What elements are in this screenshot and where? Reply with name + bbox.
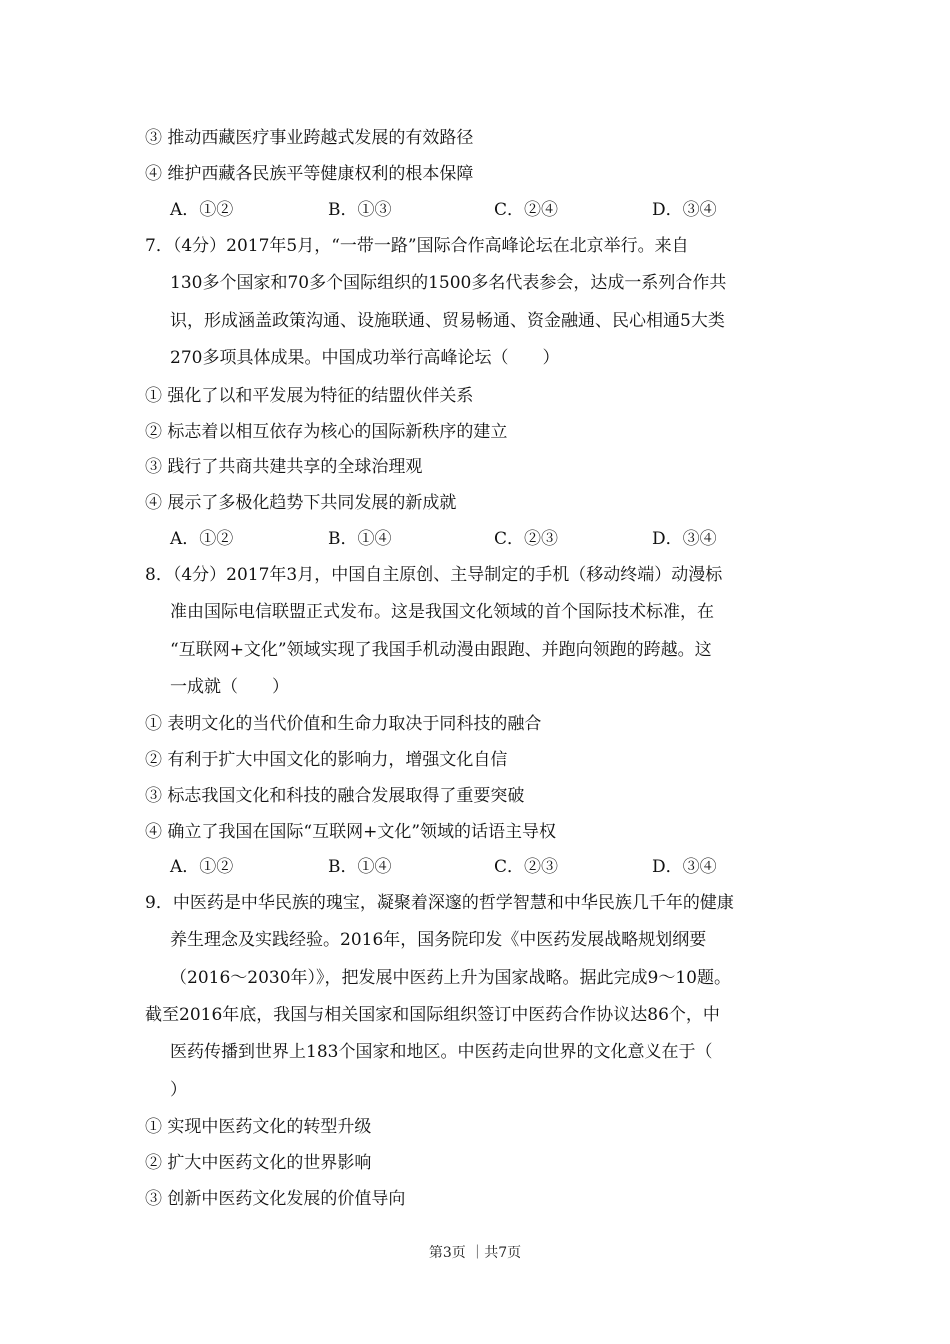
question-stem: 养生理念及实践经验。2016年，国务院印发《中医药发展战略规划纲要 bbox=[170, 930, 707, 950]
question-stem: 7．（4分）2017年5月，“一带一路”国际合作高峰论坛在北京举行。来自 bbox=[145, 236, 689, 256]
option-c: C．②④ bbox=[494, 200, 559, 220]
option-b: B．①④ bbox=[328, 857, 392, 877]
option-d: D．③④ bbox=[652, 200, 717, 220]
item-line: ② 有利于扩大中国文化的影响力，增强文化自信 bbox=[145, 750, 508, 770]
option-d: D．③④ bbox=[652, 857, 717, 877]
item-line: ② 扩大中医药文化的世界影响 bbox=[145, 1153, 372, 1173]
question-stem: 识，形成涵盖政策沟通、设施联通、贸易畅通、资金融通、民心相通5大类 bbox=[170, 311, 725, 331]
option-d: D．③④ bbox=[652, 529, 717, 549]
question-stem: （2016～2030年）》，把发展中医药上升为国家战略。据此完成9～10题。 bbox=[170, 968, 731, 988]
option-b: B．①④ bbox=[328, 529, 392, 549]
question-stem: 截至2016年底，我国与相关国家和国际组织签订中医药合作协议达86个，中 bbox=[145, 1005, 720, 1025]
option-a: A．①② bbox=[170, 200, 234, 220]
question-stem: “互联网+文化”领域实现了我国手机动漫由跟跑、并跑向领跑的跨越。这 bbox=[170, 640, 712, 660]
question-stem: 9．中医药是中华民族的瑰宝，凝聚着深邃的哲学智慧和中华民族几千年的健康 bbox=[145, 893, 734, 913]
item-line: ② 标志着以相互依存为核心的国际新秩序的建立 bbox=[145, 422, 508, 442]
item-line: ④ 确立了我国在国际“互联网+文化”领域的话语主导权 bbox=[145, 822, 557, 842]
option-b: B．①③ bbox=[328, 200, 392, 220]
page-footer: 第3页 ｜共7页 bbox=[428, 1245, 522, 1261]
item-line: ④ 展示了多极化趋势下共同发展的新成就 bbox=[145, 493, 457, 513]
option-c: C．②③ bbox=[494, 529, 559, 549]
item-line: ③ 标志我国文化和科技的融合发展取得了重要突破 bbox=[145, 786, 525, 806]
option-c: C．②③ bbox=[494, 857, 559, 877]
question-stem: 一成就（ ） bbox=[170, 677, 289, 697]
item-line: ③ 创新中医药文化发展的价值导向 bbox=[145, 1189, 406, 1209]
question-stem: 医药传播到世界上183个国家和地区。中医药走向世界的文化意义在于（ bbox=[170, 1042, 713, 1062]
question-stem: 270多项具体成果。中国成功举行高峰论坛（ ） bbox=[170, 348, 560, 368]
item-line: ③ 践行了共商共建共享的全球治理观 bbox=[145, 457, 423, 477]
item-line: ③ 推动西藏医疗事业跨越式发展的有效路径 bbox=[145, 128, 474, 148]
item-line: ① 实现中医药文化的转型升级 bbox=[145, 1117, 372, 1137]
option-a: A．①② bbox=[170, 857, 234, 877]
item-line: ① 强化了以和平发展为特征的结盟伙伴关系 bbox=[145, 386, 474, 406]
question-stem: ） bbox=[170, 1080, 187, 1100]
item-line: ① 表明文化的当代价值和生命力取决于同科技的融合 bbox=[145, 714, 542, 734]
question-stem: 8．（4分）2017年3月，中国自主原创、主导制定的手机（移动终端）动漫标 bbox=[145, 565, 723, 585]
question-stem: 130多个国家和70多个国际组织的1500多名代表参会，达成一系列合作共 bbox=[170, 273, 727, 293]
question-stem: 准由国际电信联盟正式发布。这是我国文化领域的首个国际技术标准，在 bbox=[170, 602, 714, 622]
option-a: A．①② bbox=[170, 529, 234, 549]
item-line: ④ 维护西藏各民族平等健康权利的根本保障 bbox=[145, 164, 474, 184]
